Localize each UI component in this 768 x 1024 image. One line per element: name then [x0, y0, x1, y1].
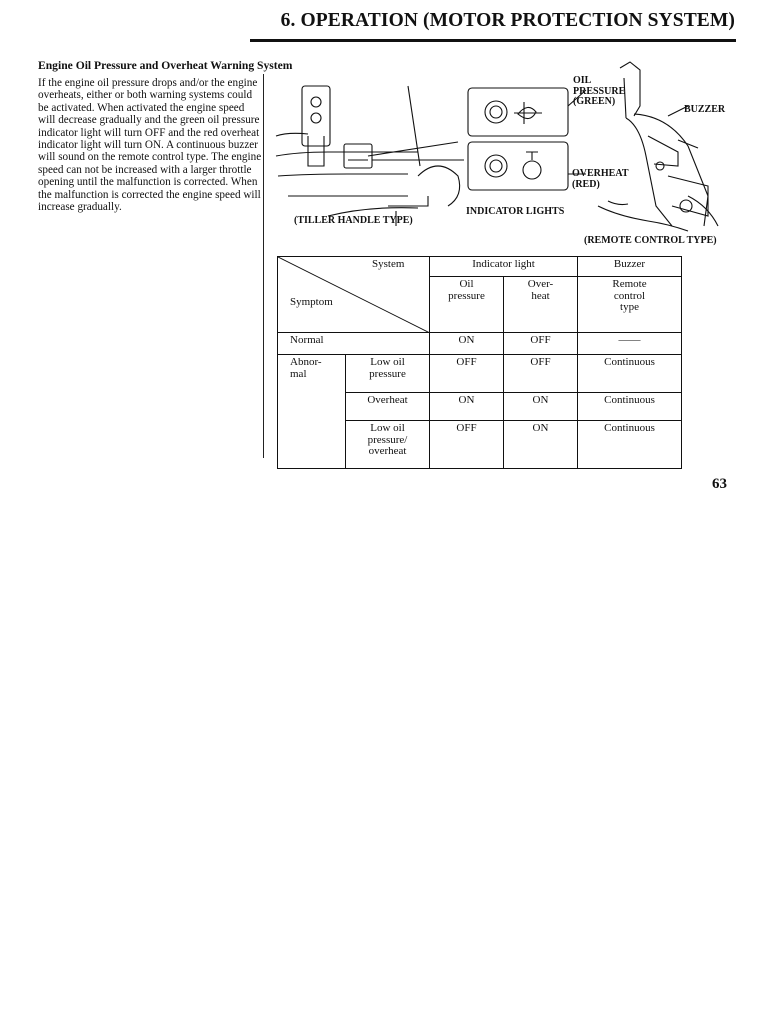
cause-cell — [346, 421, 430, 469]
oil-label-line-1: OIL — [573, 75, 592, 86]
remote-heading-line-2: control — [613, 289, 646, 302]
cause-cell — [346, 393, 430, 421]
system-heading: System — [372, 258, 405, 270]
oil-heading-line-1: Oil — [459, 278, 474, 290]
cause-line-3: overheat — [368, 445, 407, 457]
oil-label-line-3: (GREEN) — [573, 96, 616, 107]
indicator-light-heading: Indicator light — [430, 257, 578, 277]
abnormal-line-2: mal — [290, 367, 307, 380]
page-title: 6. OPERATION (MOTOR PROTECTION SYSTEM) — [280, 10, 735, 31]
table-header-row — [278, 257, 682, 277]
cause-line-1: Overheat — [367, 394, 408, 406]
overheat-heading-line-2: heat — [531, 289, 550, 302]
oil-label-line-2: PRESSURE — [573, 85, 626, 97]
overheat-value: ON — [504, 393, 578, 421]
section-body: If the engine oil pressure drops and/or the engine overheats, either or both warning systems could be activated. When activated the engine speed will decrease gradually and the green oil pressure indicator light will turn OFF and the red overheat indicator light will turn ON. A continuous buzzer will sound on the remote control type. The engine speed can not be increased with a larger throttle opening until the malfunction is corrected. When the malfunction is corrected the engine speed will increase gradually. — [38, 77, 262, 214]
abnormal-line-1: Abnor- — [290, 356, 322, 368]
oil-value: ON — [430, 393, 504, 421]
buzzer-value: Continuous — [578, 421, 682, 469]
oil-value: OFF — [430, 421, 504, 469]
section-heading: Engine Oil Pressure and Overheat Warning System — [38, 59, 293, 72]
normal-label: Normal — [278, 333, 430, 355]
warning-system-diagram — [268, 56, 748, 256]
abnormal-label — [278, 355, 346, 469]
normal-buzzer-value: —— — [578, 333, 682, 355]
normal-oil-value: ON — [430, 333, 504, 355]
warning-status-table — [277, 256, 682, 469]
cause-cell — [346, 355, 430, 393]
buzzer-value: Continuous — [578, 393, 682, 421]
title-rule — [250, 39, 736, 42]
system-symptom-cell — [278, 257, 430, 333]
cause-line-2: pressure/ — [367, 433, 408, 446]
overheat-label-line-1: OVERHEAT — [572, 168, 629, 179]
diagonal-line — [278, 257, 430, 333]
overheat-label-line-2: (RED) — [572, 178, 600, 190]
overheat-heading — [504, 277, 578, 333]
table-row-normal — [278, 333, 682, 355]
normal-overheat-value: OFF — [504, 333, 578, 355]
tiller-handle-caption: (TILLER HANDLE TYPE) — [294, 215, 413, 226]
remote-control-heading — [578, 277, 682, 333]
indicator-lights-caption: INDICATOR LIGHTS — [466, 206, 565, 217]
tiller-indicator-panel — [344, 144, 372, 168]
oil-indicator-box — [468, 88, 568, 136]
remote-control-caption: (REMOTE CONTROL TYPE) — [584, 235, 717, 246]
overheat-indicator-box — [468, 142, 568, 190]
oil-pressure-label — [573, 76, 625, 108]
remote-heading-line-3: type — [620, 301, 639, 313]
remote-heading-line-1: Remote — [612, 278, 647, 290]
overheat-heading-line-1: Over- — [527, 278, 554, 290]
cause-line-2: pressure — [369, 367, 406, 380]
overheat-value: ON — [504, 421, 578, 469]
table-row — [278, 355, 682, 393]
tiller-bracket-shape — [302, 86, 330, 146]
page-number: 63 — [712, 476, 727, 492]
overheat-value: OFF — [504, 355, 578, 393]
oil-heading-line-2: pressure — [448, 289, 485, 302]
buzzer-label: BUZZER — [684, 104, 726, 115]
buzzer-heading: Buzzer — [578, 257, 682, 277]
cause-line-1: Low oil — [370, 422, 405, 434]
column-divider — [263, 74, 264, 458]
overheat-label — [572, 169, 629, 190]
oil-pressure-heading — [430, 277, 504, 333]
oil-value: OFF — [430, 355, 504, 393]
buzzer-value: Continuous — [578, 355, 682, 393]
symptom-heading: Symptom — [290, 296, 333, 308]
cause-line-1: Low oil — [370, 356, 405, 368]
